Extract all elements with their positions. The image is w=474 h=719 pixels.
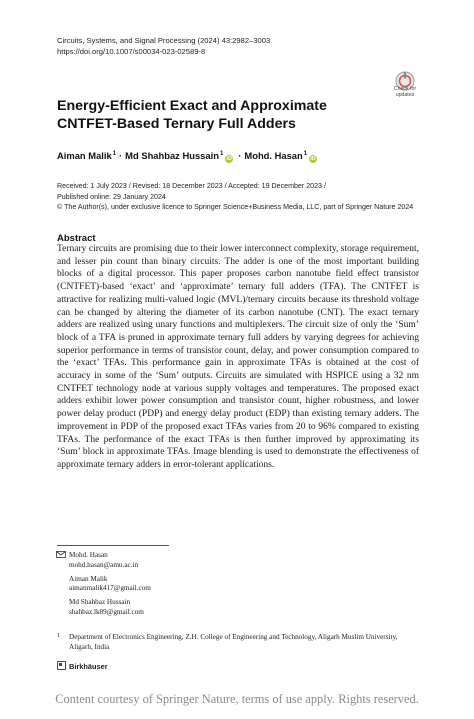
author-affiliation-mark: 1: [303, 151, 308, 157]
contact-name: Md Shahbaz Hussain: [69, 598, 131, 607]
author-name: Aiman Malik: [57, 150, 112, 161]
author-affiliation-mark: 1: [112, 151, 117, 157]
check-for-updates-label: Check for updates: [393, 86, 417, 98]
orcid-icon[interactable]: iD: [310, 156, 316, 162]
abstract-heading: Abstract: [57, 233, 96, 244]
paper-title: Energy-Efficient Exact and Approximate CNTFET-Based Ternary Full Adders: [57, 98, 327, 132]
abstract-text: Ternary circuits are promising due to their lower interconnect complexity, storage requirement, and lesser pin count than binary circuits. The adder is one of the most important building blocks of a digital processor. This paper proposes carbon nanotube field effect transistor (CNTFET)-based ‘exact’ and ‘approximate’ ternary full adders (TFA). The CNTFET is attractive for realizing multi-valued logic (MVL)/ternary circuits because its threshold voltage can be changed by altering the diameter of its carbon nanotube (CNT). The exact ternary adders are realized using unary functions and multiplexers. The circuit size of only the ‘Sum’ block of a TFA is pruned in approximate ternary full adders by varying degrees for achieving superior performance in terms of transistor count, delay, and power consumption compared to the ‘exact’ TFAs. This performance gain in approximate TFAs is obtained at the cost of accuracy in some of the ‘Sum’ outputs. Circuits are simulated with HSPICE using a 32 nm CNTFET technology node at various supply voltages and temperatures. The proposed exact adders exhibit lower power consumption and transistor count, higher robustness, and lower power delay product (PDP) and energy delay product (EDP) than existing ternary adders. The improvement in PDP of the proposed exact TFAs varies from 20 to 96% compared to existing TFAs. The performance of the exact TFAs is then further improved by approximating its ‘Sum’ block in approximate TFAs. Image blending is used to demonstrate the effectiveness of approximate ternary adders in error-tolerant applications.: [57, 244, 419, 470]
footnote-divider: [57, 545, 169, 546]
journal-citation: Circuits, Systems, and Signal Processing (2024) 43:2982–3003: [57, 36, 271, 45]
envelope-icon: [56, 551, 66, 558]
contact-email[interactable]: aimanmalik417@gmail.com: [69, 584, 151, 593]
affiliation-text: Department of Electronics Engineering, Z.H. College of Engineering and Technology, Aligarh Muslim University, Aligarh, India: [69, 633, 398, 651]
contact-email[interactable]: shahbaz.lk89@gmail.com: [69, 607, 144, 616]
publication-history: [57, 181, 413, 213]
journal-header: [57, 35, 270, 57]
dates-line: Received: 1 July 2023 / Revised: 18 December 2023 / Accepted: 19 December 2023 /: [57, 182, 326, 190]
courtesy-notice: Content courtesy of Springer Nature, terms of use apply. Rights reserved.: [55, 692, 419, 706]
corresponding-contacts: [69, 551, 151, 618]
publisher-mark: [57, 661, 108, 671]
orcid-icon[interactable]: iD: [226, 156, 233, 162]
author-affiliation-mark: 1: [219, 151, 224, 157]
publisher-logo-icon: [57, 661, 66, 670]
author-name: Mohd. Hasan: [244, 150, 303, 161]
doi-link[interactable]: https://doi.org/10.1007/s00034-023-02589-8: [57, 47, 206, 56]
publisher-name: Birkhäuser: [69, 662, 108, 671]
contact-name: Aiman Malik: [69, 574, 108, 583]
contact-name: Mohd. Hasan: [69, 551, 108, 559]
author-separator: ·: [119, 150, 123, 161]
dates-line: Published online: 29 January 2024: [57, 192, 166, 201]
author-name: Md Shahbaz Hussain: [125, 150, 219, 161]
contact-email[interactable]: mohd.hasan@amu.ac.in: [69, 560, 139, 569]
affiliation-number: 1: [57, 633, 60, 639]
author-list: [57, 150, 319, 163]
copyright-line: © The Author(s), under exclusive licence to Springer Science+Business Media, LLC, part of Springer Nature 2024: [57, 203, 414, 211]
author-separator: ·: [238, 150, 242, 161]
